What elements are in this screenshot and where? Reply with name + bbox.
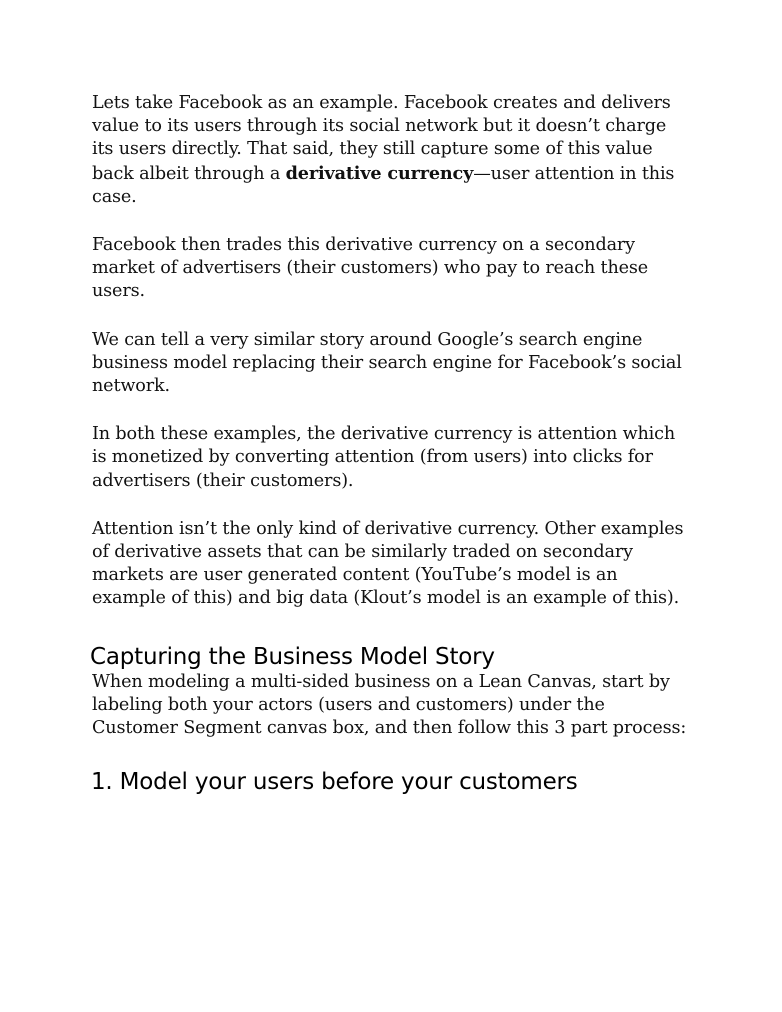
paragraph-text: Lets take Facebook as an example. Facebook creates and delivers value to its users through its social network but it doesn’t charge its users directly. That said, they still capture some of this value back albeit through a <box>92 93 671 184</box>
bold-term-derivative-currency: derivative currency <box>285 162 474 184</box>
paragraph-attention-monetized: In both these examples, the derivative currency is attention which is monetized by converting attention (from users) into clicks for advertisers (their customers). <box>92 424 676 491</box>
paragraph-facebook-example <box>92 92 692 209</box>
paragraph-other-currencies: Attention isn’t the only kind of derivative currency. Other examples of derivative assets that can be similarly traded on secondary markets are user generated content (YouTube’s model is an example of this) and big data (Klout’s model is an example of this). <box>92 518 684 609</box>
section-intro-paragraph: When modeling a multi-sided business on a Lean Canvas, start by labeling both your actors (users and customers) under the Customer Segment canvas box, and then follow this 3 part process: <box>92 671 687 739</box>
paragraph-text: —user attention in this case. <box>92 163 675 207</box>
section-heading: Capturing the Business Model Story <box>90 643 495 670</box>
subheading: 1. Model your users before your customers <box>91 769 578 796</box>
paragraph-secondary-market: Facebook then trades this derivative currency on a secondary market of advertisers (their customers) who pay to reach these users. <box>92 235 649 302</box>
paragraph-google-story: We can tell a very similar story around Google’s search engine business model replacing their search engine for Facebook’s social network. <box>92 329 682 397</box>
document-body <box>92 92 692 796</box>
